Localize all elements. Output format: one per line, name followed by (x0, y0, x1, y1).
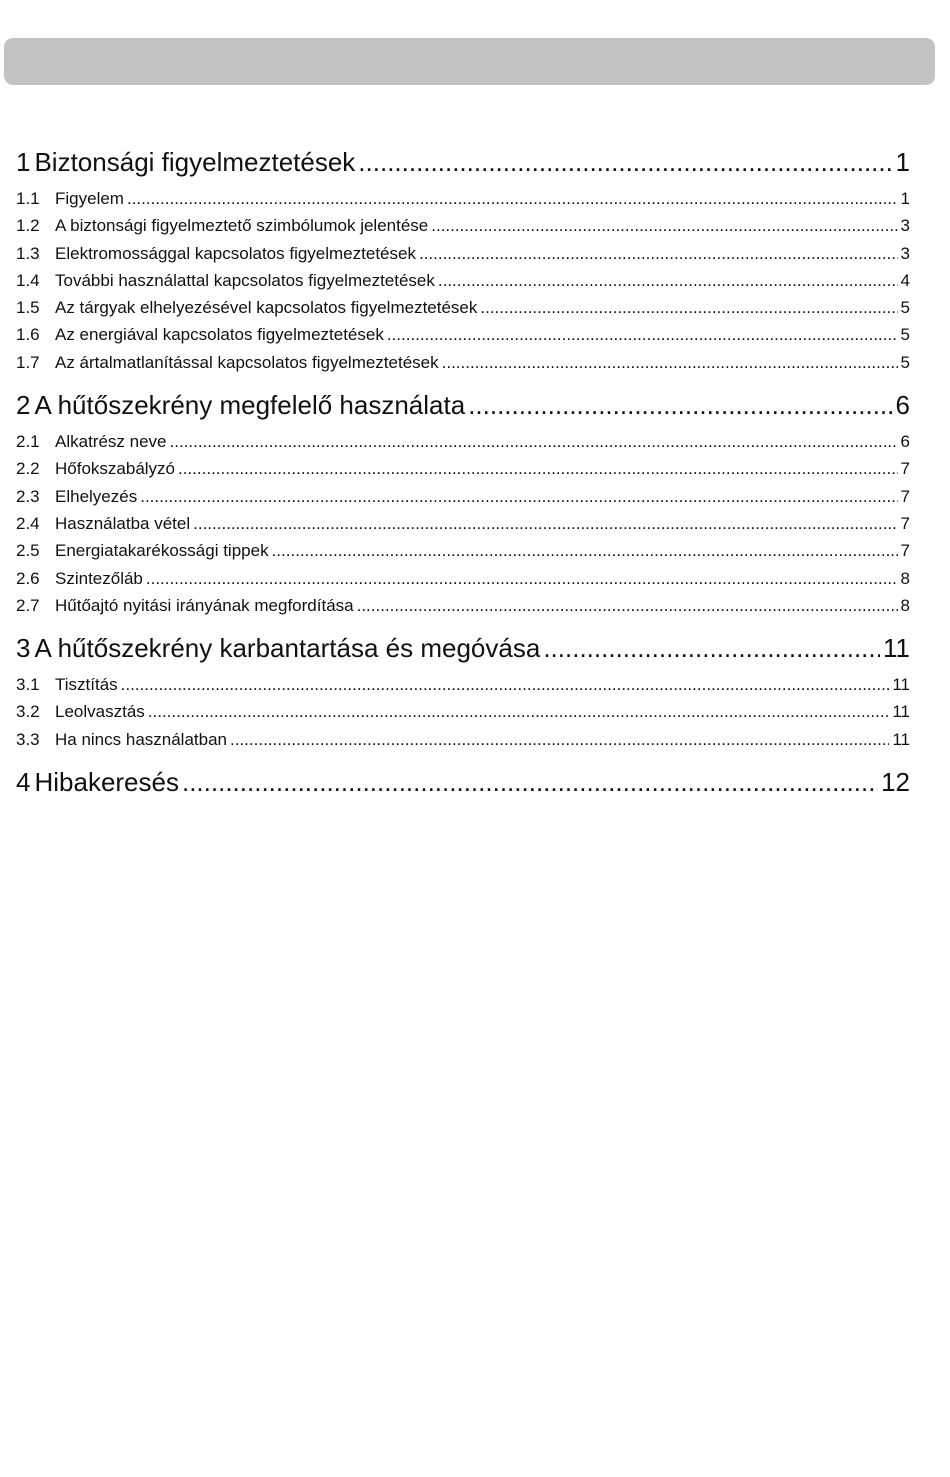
header-bar (4, 38, 935, 85)
item-title: Energiatakarékossági tippek (55, 541, 269, 561)
toc-item[interactable] (16, 698, 910, 725)
toc-item[interactable] (16, 294, 910, 321)
dot-leader (230, 726, 889, 753)
item-title: Figyelem (55, 189, 124, 208)
item-page: 4 (900, 270, 910, 290)
toc-item[interactable] (16, 510, 910, 537)
toc-chapter-entry[interactable] (16, 627, 910, 669)
chapter-title: Biztonsági figyelmeztetések (34, 147, 356, 177)
item-number: 1.3 (16, 243, 40, 263)
item-page: 3 (900, 243, 910, 263)
item-number: 2.5 (16, 541, 40, 561)
dot-leader (170, 428, 898, 455)
item-title: A biztonsági figyelmeztető szimbólumok jelentése (55, 216, 429, 236)
dot-leader (387, 321, 898, 348)
item-number: 2.6 (16, 568, 40, 588)
chapter-number: 2 (16, 390, 31, 421)
item-title: Alkatrész neve (55, 432, 167, 452)
item-page: 7 (900, 541, 910, 561)
item-page: 6 (900, 432, 910, 452)
item-page: 11 (892, 675, 910, 695)
item-number: 1.5 (16, 298, 40, 318)
item-number: 3.3 (16, 729, 40, 749)
table-of-contents (16, 141, 910, 803)
chapter-number: 3 (16, 633, 31, 664)
item-title: Használatba vétel (55, 513, 191, 533)
dot-leader (121, 671, 890, 698)
dot-leader (182, 761, 878, 803)
chapter-page: 1 (895, 147, 910, 177)
toc-item[interactable] (16, 592, 910, 619)
item-title: Az tárgyak elhelyezésével kapcsolatos figyelmeztetések (55, 298, 478, 318)
dot-leader (127, 185, 898, 212)
chapter-title: A hűtőszekrény karbantartása és megóvása (34, 633, 541, 664)
dot-leader (431, 212, 897, 239)
dot-leader (419, 240, 898, 267)
item-title: Elhelyezés (55, 486, 138, 506)
toc-item[interactable] (16, 240, 910, 267)
toc-item[interactable] (16, 212, 910, 239)
item-page: 11 (892, 729, 910, 749)
toc-item[interactable] (16, 321, 910, 348)
item-page: 11 (892, 702, 910, 722)
item-number: 1.1 (16, 189, 40, 208)
item-number: 1.6 (16, 325, 40, 345)
item-number: 2.1 (16, 432, 40, 452)
item-page: 7 (900, 459, 910, 479)
toc-chapter-entry[interactable] (16, 384, 910, 426)
item-title: További használattal kapcsolatos figyelmeztetések (55, 270, 435, 290)
toc-chapter-entry[interactable] (16, 761, 910, 803)
item-title: Szintezőláb (55, 568, 143, 588)
item-number: 1.2 (16, 216, 40, 236)
item-page: 3 (900, 216, 910, 236)
chapter-number: 1 (16, 147, 31, 177)
dot-leader (480, 294, 897, 321)
item-page: 7 (900, 513, 910, 533)
item-title: Elektromossággal kapcsolatos figyelmeztetések (55, 243, 416, 263)
dot-leader (148, 698, 890, 725)
toc-item[interactable] (16, 428, 910, 455)
toc-item[interactable] (16, 537, 910, 564)
item-title: Hűtőajtó nyitási irányának megfordítása (55, 595, 354, 615)
item-number: 3.1 (16, 675, 40, 695)
chapter-page: 12 (881, 767, 910, 798)
toc-item[interactable] (16, 349, 910, 376)
toc-chapter-entry[interactable] (16, 141, 910, 183)
dot-leader (543, 627, 880, 669)
item-number: 2.7 (16, 595, 40, 615)
toc-item[interactable] (16, 726, 910, 753)
toc-item[interactable] (16, 267, 910, 294)
toc-chapter-4 (16, 761, 910, 803)
item-number: 2.2 (16, 459, 40, 479)
dot-leader (178, 455, 898, 482)
item-title: Ha nincs használatban (55, 729, 228, 749)
dot-leader (272, 537, 898, 564)
item-number: 2.3 (16, 486, 40, 506)
dot-leader (438, 267, 898, 294)
toc-item[interactable] (16, 671, 910, 698)
dot-leader (468, 384, 892, 426)
toc-item[interactable] (16, 455, 910, 482)
item-title: Hőfokszabályzó (55, 459, 176, 479)
item-title: Tisztítás (55, 675, 118, 695)
dot-leader (442, 349, 898, 376)
dot-leader (146, 565, 898, 592)
item-number: 1.4 (16, 270, 40, 290)
item-title: Az ártalmatlanítással kapcsolatos figyelmeztetések (55, 352, 439, 372)
dot-leader (358, 141, 892, 183)
chapter-title: A hűtőszekrény megfelelő használata (34, 390, 466, 421)
item-page: 5 (900, 352, 910, 372)
toc-chapter-1 (16, 141, 910, 376)
toc-chapter-3 (16, 627, 910, 753)
dot-leader (357, 592, 898, 619)
toc-item[interactable] (16, 483, 910, 510)
item-number: 2.4 (16, 513, 40, 533)
item-title: Leolvasztás (55, 702, 145, 722)
chapter-number: 4 (16, 767, 31, 798)
chapter-title: Hibakeresés (34, 767, 179, 798)
item-number: 1.7 (16, 352, 40, 372)
chapter-page: 6 (895, 390, 910, 421)
item-title: Az energiával kapcsolatos figyelmeztetések (55, 325, 384, 345)
item-page: 5 (900, 298, 910, 318)
item-number: 3.2 (16, 702, 40, 722)
item-page: 8 (900, 568, 910, 588)
item-page: 5 (900, 325, 910, 345)
dot-leader (193, 510, 897, 537)
toc-chapter-2 (16, 384, 910, 619)
item-page: 1 (900, 189, 910, 208)
item-page: 8 (900, 595, 910, 615)
toc-item[interactable] (16, 565, 910, 592)
toc-item[interactable] (16, 185, 910, 212)
dot-leader (140, 483, 897, 510)
item-page: 7 (900, 486, 910, 506)
chapter-page: 11 (883, 633, 910, 664)
